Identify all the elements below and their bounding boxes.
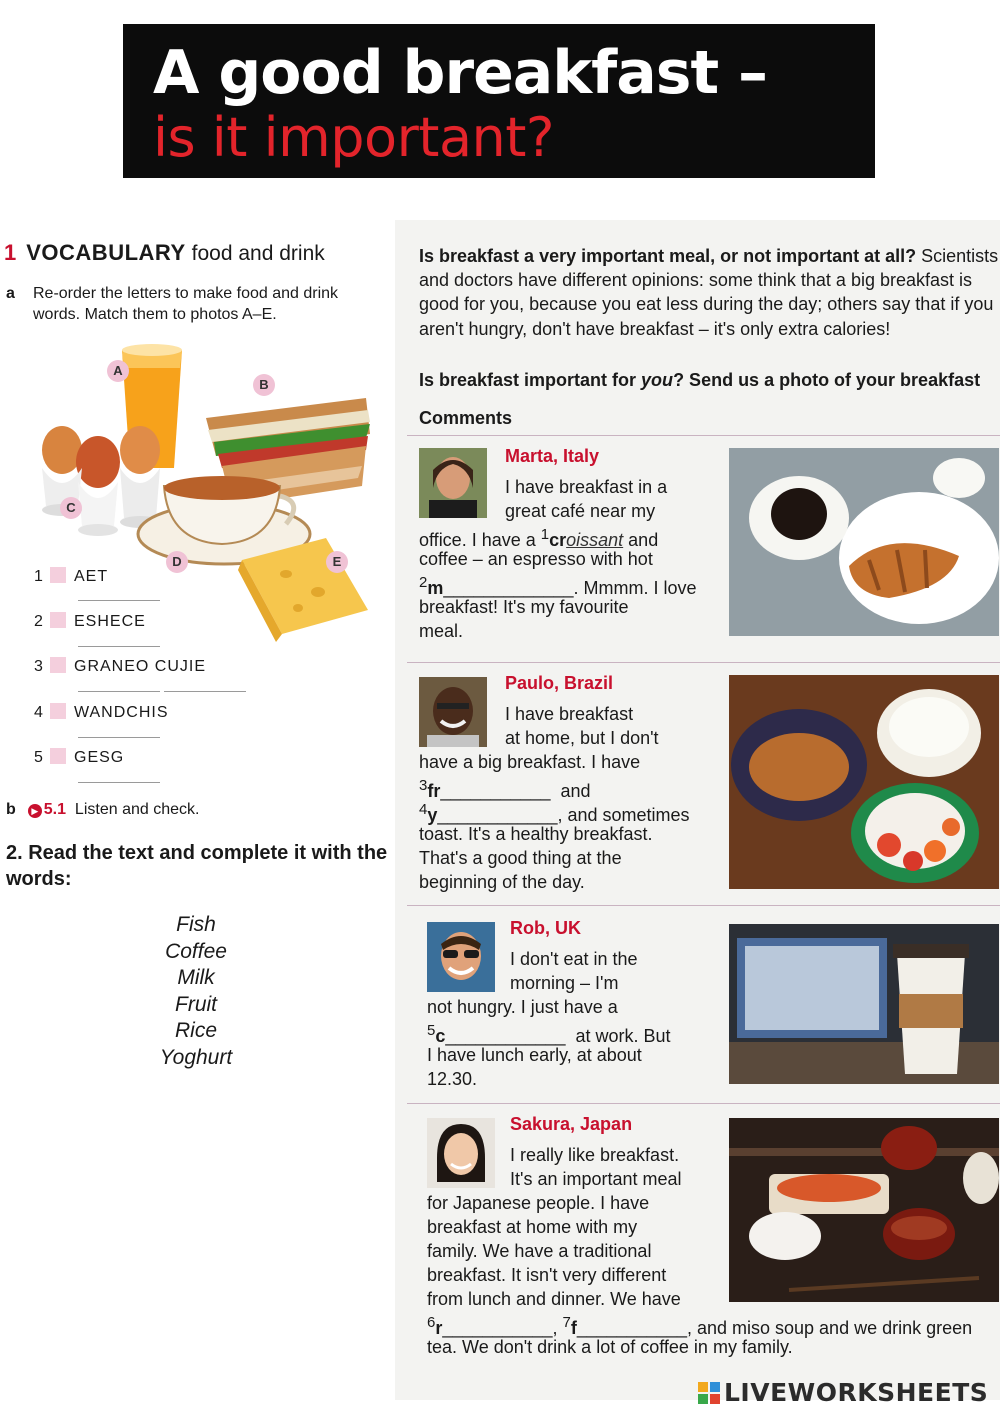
- comment-text: , and sometimes: [557, 805, 690, 825]
- answer-line[interactable]: [78, 646, 160, 647]
- comment-text: , and miso soup and we drink green: [686, 1318, 973, 1338]
- vocab-item-number: 5: [34, 749, 44, 766]
- comment-line: morning – I'm: [510, 973, 619, 993]
- intro-body: Scientists and doctors have different opinions: some think that a big breakfast is good for you, because you eat less during the day; others say that if you aren't hungry, don't have breakfast – it's only extra calories!: [419, 246, 999, 339]
- answer-line[interactable]: [164, 691, 246, 692]
- vocab-item-5: [34, 748, 124, 767]
- comment-line: breakfast! It's my favourite: [419, 597, 629, 617]
- vocab-item-1: [34, 567, 108, 586]
- gap-number: 3: [419, 777, 428, 794]
- comment-line: I really like breakfast.: [510, 1145, 680, 1165]
- comment-marta: [395, 436, 1000, 662]
- word-bank-item: Yoghurt: [159, 1045, 233, 1069]
- comment-line: tea. We don't drink a lot of coffee in my family.: [427, 1337, 793, 1357]
- gap-blank-2[interactable]: _____________: [443, 578, 574, 598]
- word-bank: [96, 912, 296, 1071]
- comment-line: I have lunch early, at about: [427, 1045, 642, 1065]
- comment-line: for Japanese people. I have: [427, 1193, 650, 1213]
- gap-number: 4: [419, 801, 428, 818]
- comment-text: and: [560, 781, 591, 801]
- comment-line: It's an important meal: [510, 1169, 682, 1189]
- commenter-name: Sakura, Japan: [510, 1114, 633, 1134]
- word-bank-item: Fish: [176, 913, 216, 936]
- task-b-label: b: [6, 801, 16, 818]
- gap-blank-6[interactable]: ___________: [442, 1318, 553, 1338]
- comment-line: from lunch and dinner. We have: [427, 1289, 681, 1309]
- match-box[interactable]: [50, 703, 66, 719]
- comment-line: beginning of the day.: [419, 872, 585, 892]
- avatar: [419, 448, 487, 518]
- comment-line: not hungry. I just have a: [427, 997, 618, 1017]
- commenter-name: Marta, Italy: [505, 446, 600, 466]
- photo-label-e: E: [326, 551, 348, 573]
- match-box[interactable]: [50, 567, 66, 583]
- title-line-2: is it important?: [153, 106, 555, 169]
- scrambled-word: AET: [74, 568, 109, 585]
- intro-question: Is breakfast a very important meal, or not important at all?: [419, 246, 917, 266]
- vocabulary-subtitle: food and drink: [191, 242, 325, 265]
- article-panel: [395, 220, 1000, 1400]
- task-a-text: Re-order the letters to make food and drink words. Match them to photos A–E.: [33, 285, 339, 323]
- match-box[interactable]: [50, 748, 66, 764]
- article-intro: [419, 244, 999, 341]
- gap-blank-4[interactable]: ____________: [437, 805, 558, 825]
- comment-line: at home, but I don't: [505, 728, 659, 748]
- task-b-text: Listen and check.: [74, 801, 200, 818]
- exercise-2-instruction: 2. Read the text and complete it with the words:: [6, 842, 388, 890]
- photo-label-b: B: [253, 374, 275, 396]
- comment-text: . Mmmm. I love: [573, 578, 697, 598]
- gap-number: 1: [540, 526, 550, 543]
- comment-text: office. I have a: [419, 530, 536, 550]
- word-bank-item: Coffee: [165, 939, 227, 963]
- comments-heading: Comments: [419, 408, 513, 428]
- gap-number: 6: [427, 1314, 436, 1331]
- photo-label-a: A: [107, 360, 129, 382]
- example-prefix: cr: [549, 530, 567, 550]
- comment-line: great café near my: [505, 501, 656, 521]
- comment-line: toast. It's a healthy breakfast.: [419, 824, 653, 844]
- gap-prefix: r: [435, 1318, 443, 1338]
- scrambled-word: GESG: [74, 749, 125, 766]
- comment-text: and: [623, 530, 659, 550]
- comment-line: I don't eat in the: [510, 949, 638, 969]
- word-bank-item: Milk: [177, 966, 215, 989]
- word-bank-item: Fruit: [175, 992, 217, 1016]
- vocab-item-number: 3: [34, 658, 44, 675]
- liveworksheets-logo-icon: [698, 1382, 720, 1404]
- comment-line: That's a good thing at the: [419, 848, 622, 868]
- gap-blank-7[interactable]: ___________: [576, 1318, 687, 1338]
- photo-label-d: D: [166, 551, 188, 573]
- comment-line: 12.30.: [427, 1069, 478, 1089]
- gap-prefix: m: [427, 578, 444, 598]
- comment-rob: [395, 906, 1000, 1102]
- example-answer: oissant: [566, 530, 624, 550]
- gap-number: 7: [562, 1314, 571, 1331]
- comment-line: breakfast at home with my: [427, 1217, 638, 1237]
- photo-croissant-coffee: [729, 448, 999, 636]
- match-box[interactable]: [50, 612, 66, 628]
- avatar: [427, 1118, 495, 1188]
- section-number: 1: [4, 240, 17, 265]
- vocab-item-number: 2: [34, 613, 44, 630]
- avatar: [427, 922, 495, 992]
- vocabulary-heading: [4, 240, 325, 266]
- photo-coffee-cup-laptop: [729, 924, 999, 1084]
- comment-paulo: [395, 663, 1000, 905]
- photo-request-start: Is breakfast important for: [419, 370, 642, 390]
- commenter-name: Rob, UK: [510, 918, 581, 938]
- photo-label-c: C: [60, 497, 82, 519]
- comment-line: meal.: [419, 621, 464, 641]
- vocab-item-number: 4: [34, 704, 44, 721]
- comment-line: coffee – an espresso with hot: [419, 549, 653, 569]
- photo-request: [419, 370, 980, 391]
- photo-japanese-breakfast: [729, 1118, 999, 1302]
- commenter-name: Paulo, Brazil: [505, 673, 614, 693]
- comment-line: family. We have a traditional: [427, 1241, 652, 1261]
- word-bank-item: Rice: [174, 1019, 217, 1042]
- match-box[interactable]: [50, 657, 66, 673]
- answer-line[interactable]: [78, 737, 160, 738]
- gap-prefix: c: [435, 1026, 446, 1046]
- vocab-item-3: [34, 657, 206, 676]
- photo-toast-fruit-yoghurt: [729, 675, 999, 889]
- gap-number: 5: [427, 1022, 436, 1039]
- comment-sakura: [395, 1104, 1000, 1374]
- comment-line: $^6$r___________, $^7$f___________, and miso soup and we drink green: [427, 1314, 973, 1338]
- answer-line[interactable]: [78, 691, 160, 692]
- title-banner: [123, 24, 875, 178]
- answer-line[interactable]: [78, 600, 160, 601]
- task-b: [6, 801, 199, 819]
- comment-line: have a big breakfast. I have: [419, 752, 641, 772]
- comment-text: at work. But: [575, 1026, 671, 1046]
- gap-prefix: f: [570, 1318, 577, 1338]
- vocab-item-number: 1: [34, 568, 44, 585]
- photo-request-end: ? Send us a photo of your breakfast: [673, 370, 981, 390]
- title-line-1: A good breakfast –: [153, 38, 768, 108]
- gap-prefix: y: [427, 805, 438, 825]
- vocab-item-4: [34, 703, 169, 722]
- speaker-icon[interactable]: ▶: [28, 804, 42, 818]
- vocab-item-2: [34, 612, 146, 631]
- avatar: [419, 677, 487, 747]
- vocabulary-title: VOCABULARY: [26, 240, 186, 265]
- watermark-text: LIVEWORKSHEETS: [724, 1378, 989, 1407]
- gap-blank-5[interactable]: ____________: [445, 1026, 566, 1046]
- breakfast-food-illustration: [36, 338, 378, 656]
- gap-blank-3[interactable]: ___________: [440, 781, 551, 801]
- gap-prefix: fr: [427, 781, 441, 801]
- comment-line: I have breakfast: [505, 704, 634, 724]
- gap-number: 2: [419, 574, 428, 591]
- comment-line: breakfast. It isn't very different: [427, 1265, 667, 1285]
- photo-request-emphasis: you: [641, 370, 674, 390]
- scrambled-word: GRANEO CUJIE: [74, 658, 207, 675]
- comment-line: I have breakfast in a: [505, 477, 668, 497]
- task-a-label: a: [6, 285, 15, 302]
- audio-track-number: 5.1: [43, 801, 67, 818]
- answer-line[interactable]: [78, 782, 160, 783]
- scrambled-word: ESHECE: [74, 613, 146, 630]
- scrambled-word: WANDCHIS: [74, 704, 169, 721]
